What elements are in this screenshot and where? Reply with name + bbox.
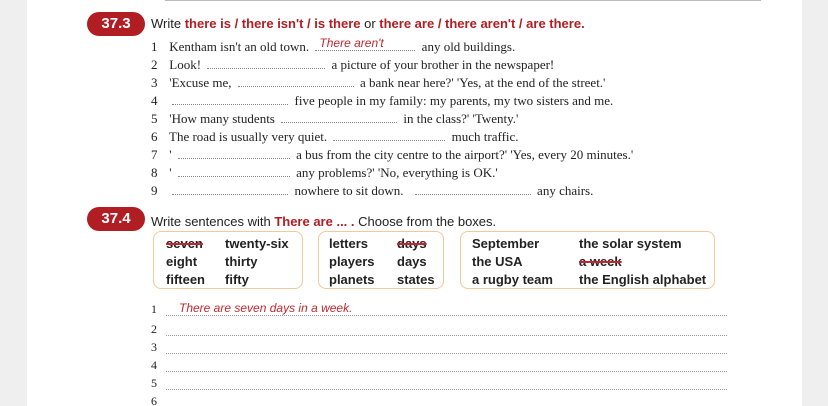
answer-blank[interactable]: [415, 182, 531, 195]
exercise-row: [151, 164, 498, 182]
answer-line[interactable]: [151, 358, 727, 374]
dotted-line: [166, 389, 727, 390]
box-word: fifty: [225, 272, 249, 287]
box-word: thirty: [225, 254, 258, 269]
row-text: a bank near here?' 'Yes, at the end of the street.': [360, 75, 606, 90]
instr-text: Write sentences with: [151, 214, 275, 229]
box-word: days: [397, 254, 427, 269]
row-number: 9: [151, 183, 158, 198]
box-word-used: seven: [166, 236, 203, 251]
row-text: 'How many students: [169, 111, 275, 126]
row-text: in the class?' 'Twenty.': [403, 111, 519, 126]
dotted-line: [166, 353, 727, 354]
row-text: a picture of your brother in the newspaper!: [331, 57, 555, 72]
box-word: twenty-six: [225, 236, 289, 251]
word-box-nouns: [318, 231, 444, 289]
answer-blank[interactable]: [172, 182, 288, 195]
box-word: letters: [329, 236, 369, 251]
row-text: Kentham isn't an old town.: [169, 39, 310, 54]
instr-text: Write: [151, 16, 185, 31]
dotted-line: [166, 315, 727, 316]
row-number: 2: [151, 57, 158, 72]
box-word: the USA: [472, 254, 523, 269]
row-number: 4: [151, 93, 158, 108]
row-text: 'Excuse me,: [169, 75, 232, 90]
box-word: states: [397, 272, 435, 287]
line-number: 6: [151, 394, 157, 406]
line-number: 1: [151, 302, 157, 316]
row-text: Look!: [169, 57, 202, 72]
row-text: a bus from the city centre to the airport?' 'Yes, every 20 minutes.': [296, 147, 634, 162]
answer-blank[interactable]: [315, 38, 415, 51]
box-word: the English alphabet: [579, 272, 707, 287]
row-text: five people in my family: my parents, my two sisters and me.: [294, 93, 614, 108]
answer-line[interactable]: [151, 340, 727, 356]
exercise-37-4-instruction: [151, 214, 496, 229]
row-number: 8: [151, 165, 158, 180]
exercise-row: [151, 38, 515, 56]
word-box-numbers: [153, 231, 303, 289]
row-text: nowhere to sit down.: [294, 183, 404, 198]
box-word: September: [472, 236, 540, 251]
instr-highlight: there is / there isn't / is there: [184, 16, 361, 31]
answer-blank[interactable]: [178, 164, 290, 177]
top-divider: [165, 0, 761, 1]
exercise-row: [151, 92, 613, 110]
row-number: 7: [151, 147, 158, 162]
exercise-37-3-instruction: [151, 16, 585, 31]
box-word: a rugby team: [472, 272, 553, 287]
instr-highlight: There are ... .: [274, 214, 355, 229]
answer-blank[interactable]: [207, 56, 325, 69]
answer-blank[interactable]: [178, 146, 290, 159]
dotted-line: [166, 335, 727, 336]
line-number: 3: [151, 340, 157, 354]
box-word-used: days: [397, 236, 427, 251]
instr-text: Choose from the boxes.: [354, 214, 497, 229]
filled-answer: There are seven days in a week.: [179, 301, 353, 315]
line-number: 4: [151, 358, 157, 372]
box-word: planets: [329, 272, 375, 287]
exercise-badge-37-3: 37.3: [87, 12, 145, 36]
exercise-row: [151, 110, 518, 128]
exercise-row: [151, 182, 593, 200]
instr-text: or: [360, 16, 380, 31]
exercise-row: [151, 128, 519, 146]
answer-line[interactable]: [151, 302, 727, 318]
box-word: the solar system: [579, 236, 682, 251]
answer-blank[interactable]: [238, 74, 354, 87]
exercise-row: [151, 74, 605, 92]
answer-line[interactable]: [151, 394, 727, 406]
answer-blank[interactable]: [281, 110, 397, 123]
box-word: fifteen: [166, 272, 205, 287]
line-number: 5: [151, 376, 157, 390]
row-number: 6: [151, 129, 158, 144]
row-number: 1: [151, 39, 158, 54]
row-text: any old buildings.: [421, 39, 516, 54]
line-number: 2: [151, 322, 157, 336]
answer-blank[interactable]: [333, 128, 445, 141]
dotted-line: [166, 371, 727, 372]
exercise-badge-37-4: 37.4: [87, 207, 145, 231]
filled-answer: There aren't: [319, 36, 384, 50]
answer-line[interactable]: [151, 376, 727, 392]
instr-highlight: there are / there aren't / are there.: [379, 16, 585, 31]
exercise-row: [151, 146, 633, 164]
word-box-places: [460, 231, 715, 289]
box-word: players: [329, 254, 375, 269]
box-word: eight: [166, 254, 198, 269]
answer-line[interactable]: [151, 322, 727, 338]
exercise-row: [151, 56, 554, 74]
row-text: any chairs.: [537, 183, 594, 198]
row-number: 3: [151, 75, 158, 90]
box-word-used: a week: [579, 254, 622, 269]
row-text: ': [169, 147, 172, 162]
answer-blank[interactable]: [172, 92, 288, 105]
row-number: 5: [151, 111, 158, 126]
row-text: much traffic.: [451, 129, 519, 144]
row-text: The road is usually very quiet.: [169, 129, 328, 144]
row-text: any problems?' 'No, everything is OK.': [296, 165, 498, 180]
row-text: ': [169, 165, 172, 180]
